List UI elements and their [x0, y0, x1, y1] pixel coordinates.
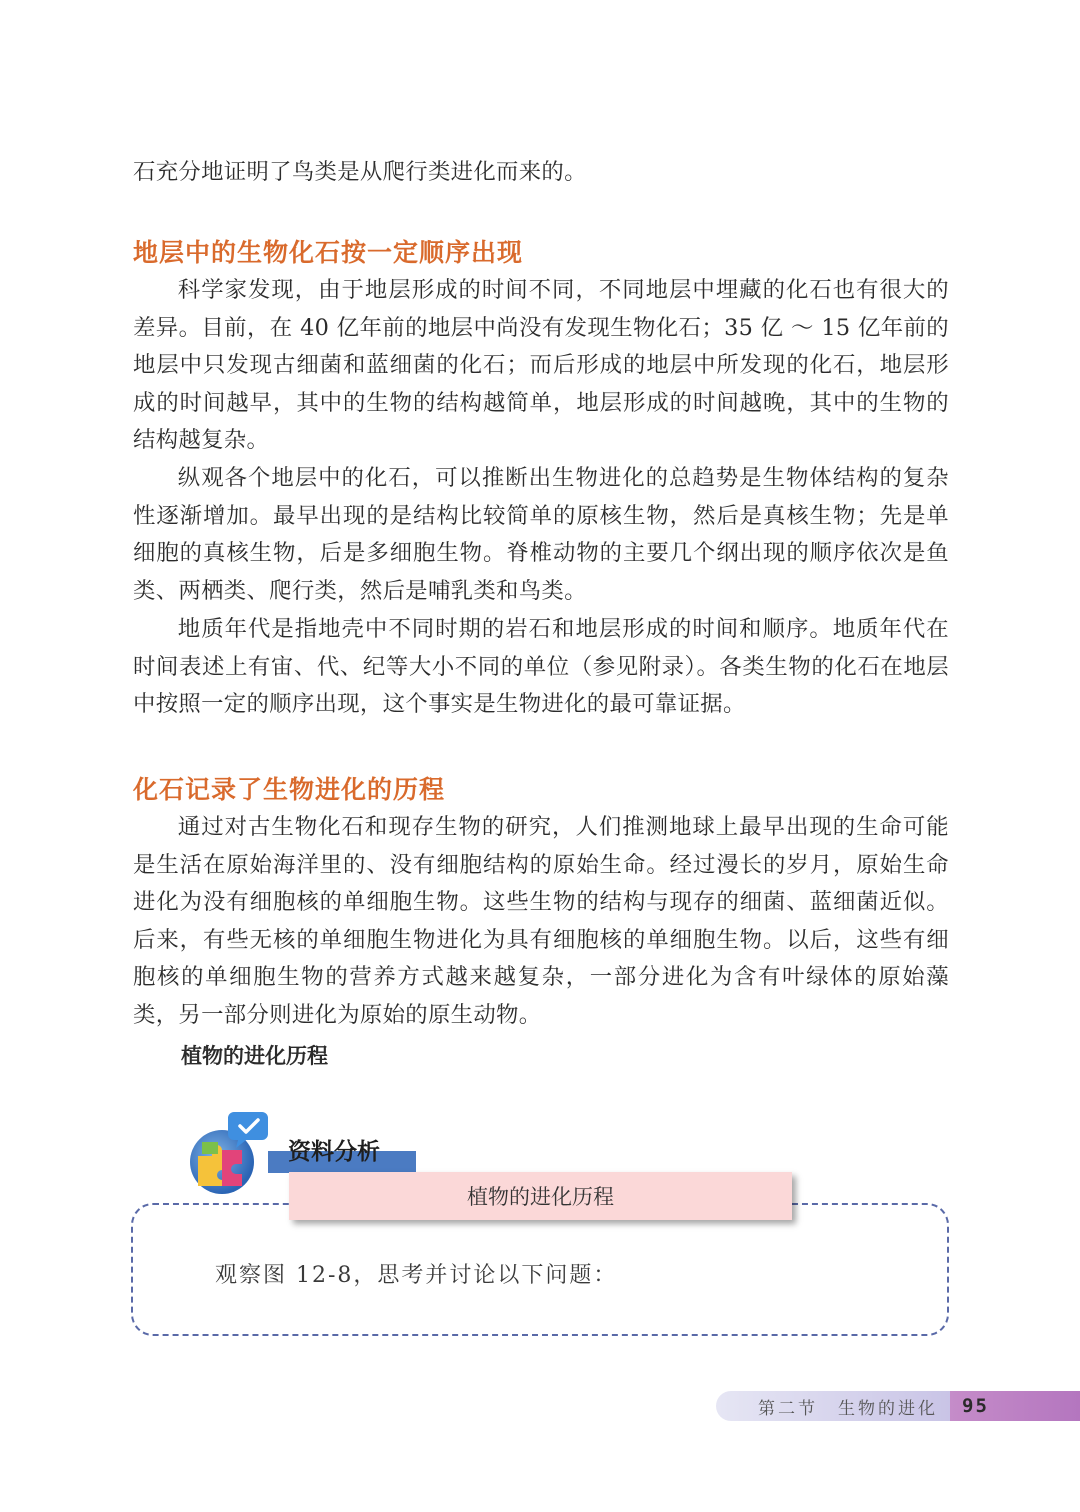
analysis-prompt: 观察图 12-8，思考并讨论以下问题：	[215, 1263, 618, 1288]
section2-subheading: 植物的进化历程	[181, 1044, 328, 1068]
page-number	[950, 1391, 1080, 1421]
footer-section-text: 第二节 生物的进化	[758, 1398, 938, 1419]
analysis-label: 资料分析	[288, 1139, 380, 1165]
intro-line: 石充分地证明了鸟类是从爬行类进化而来的。	[133, 159, 587, 185]
section2-heading: 化石记录了生物进化的历程	[133, 775, 446, 804]
section1-paragraph-1: 科学家发现，由于地层形成的时间不同，不同地层中埋藏的化石也有很大的差异。目前，在 40 亿年前的地层中尚没有发现生物化石；35 亿 ～ 15 亿年前的地层中只发现古细菌和蓝细菌的化石；而后形成的地层中所发现的化石，地层形成的时间越早，其中的生物的结构越简单，地层形成的时间越晚，其中的生物的结构越复杂。	[133, 277, 949, 454]
puzzle-globe-icon	[184, 1106, 270, 1196]
page-number-text: 95	[962, 1395, 989, 1417]
section1-paragraph-2: 纵观各个地层中的化石，可以推断出生物进化的总趋势是生物体结构的复杂性逐渐增加。最早出现的是结构比较简单的原核生物，然后是真核生物；先是单细胞的真核生物，后是多细胞生物。脊椎动物的主要几个纲出现的顺序依次是鱼类、两栖类、爬行类，然后是哺乳类和鸟类。	[133, 465, 949, 604]
section1-heading: 地层中的生物化石按一定顺序出现	[133, 238, 524, 267]
analysis-banner-title: 植物的进化历程	[467, 1185, 614, 1209]
analysis-banner	[289, 1172, 792, 1220]
footer-section-label	[716, 1391, 950, 1421]
section1-paragraph-3: 地质年代是指地壳中不同时期的岩石和地层形成的时间和顺序。地质年代在时间表述上有宙、代、纪等大小不同的单位（参见附录）。各类生物的化石在地层中按照一定的顺序出现，这个事实是生物进化的最可靠证据。	[133, 616, 949, 718]
section2-paragraph-1: 通过对古生物化石和现存生物的研究，人们推测地球上最早出现的生命可能是生活在原始海洋里的、没有细胞结构的原始生命。经过漫长的岁月，原始生命进化为没有细胞核的单细胞生物。这些生物的结构与现存的细菌、蓝细菌近似。后来，有些无核的单细胞生物进化为具有细胞核的单细胞生物。以后，这些有细胞核的单细胞生物的营养方式越来越复杂，一部分进化为含有叶绿体的原始藻类，另一部分则进化为原始的原生动物。	[133, 814, 949, 1028]
